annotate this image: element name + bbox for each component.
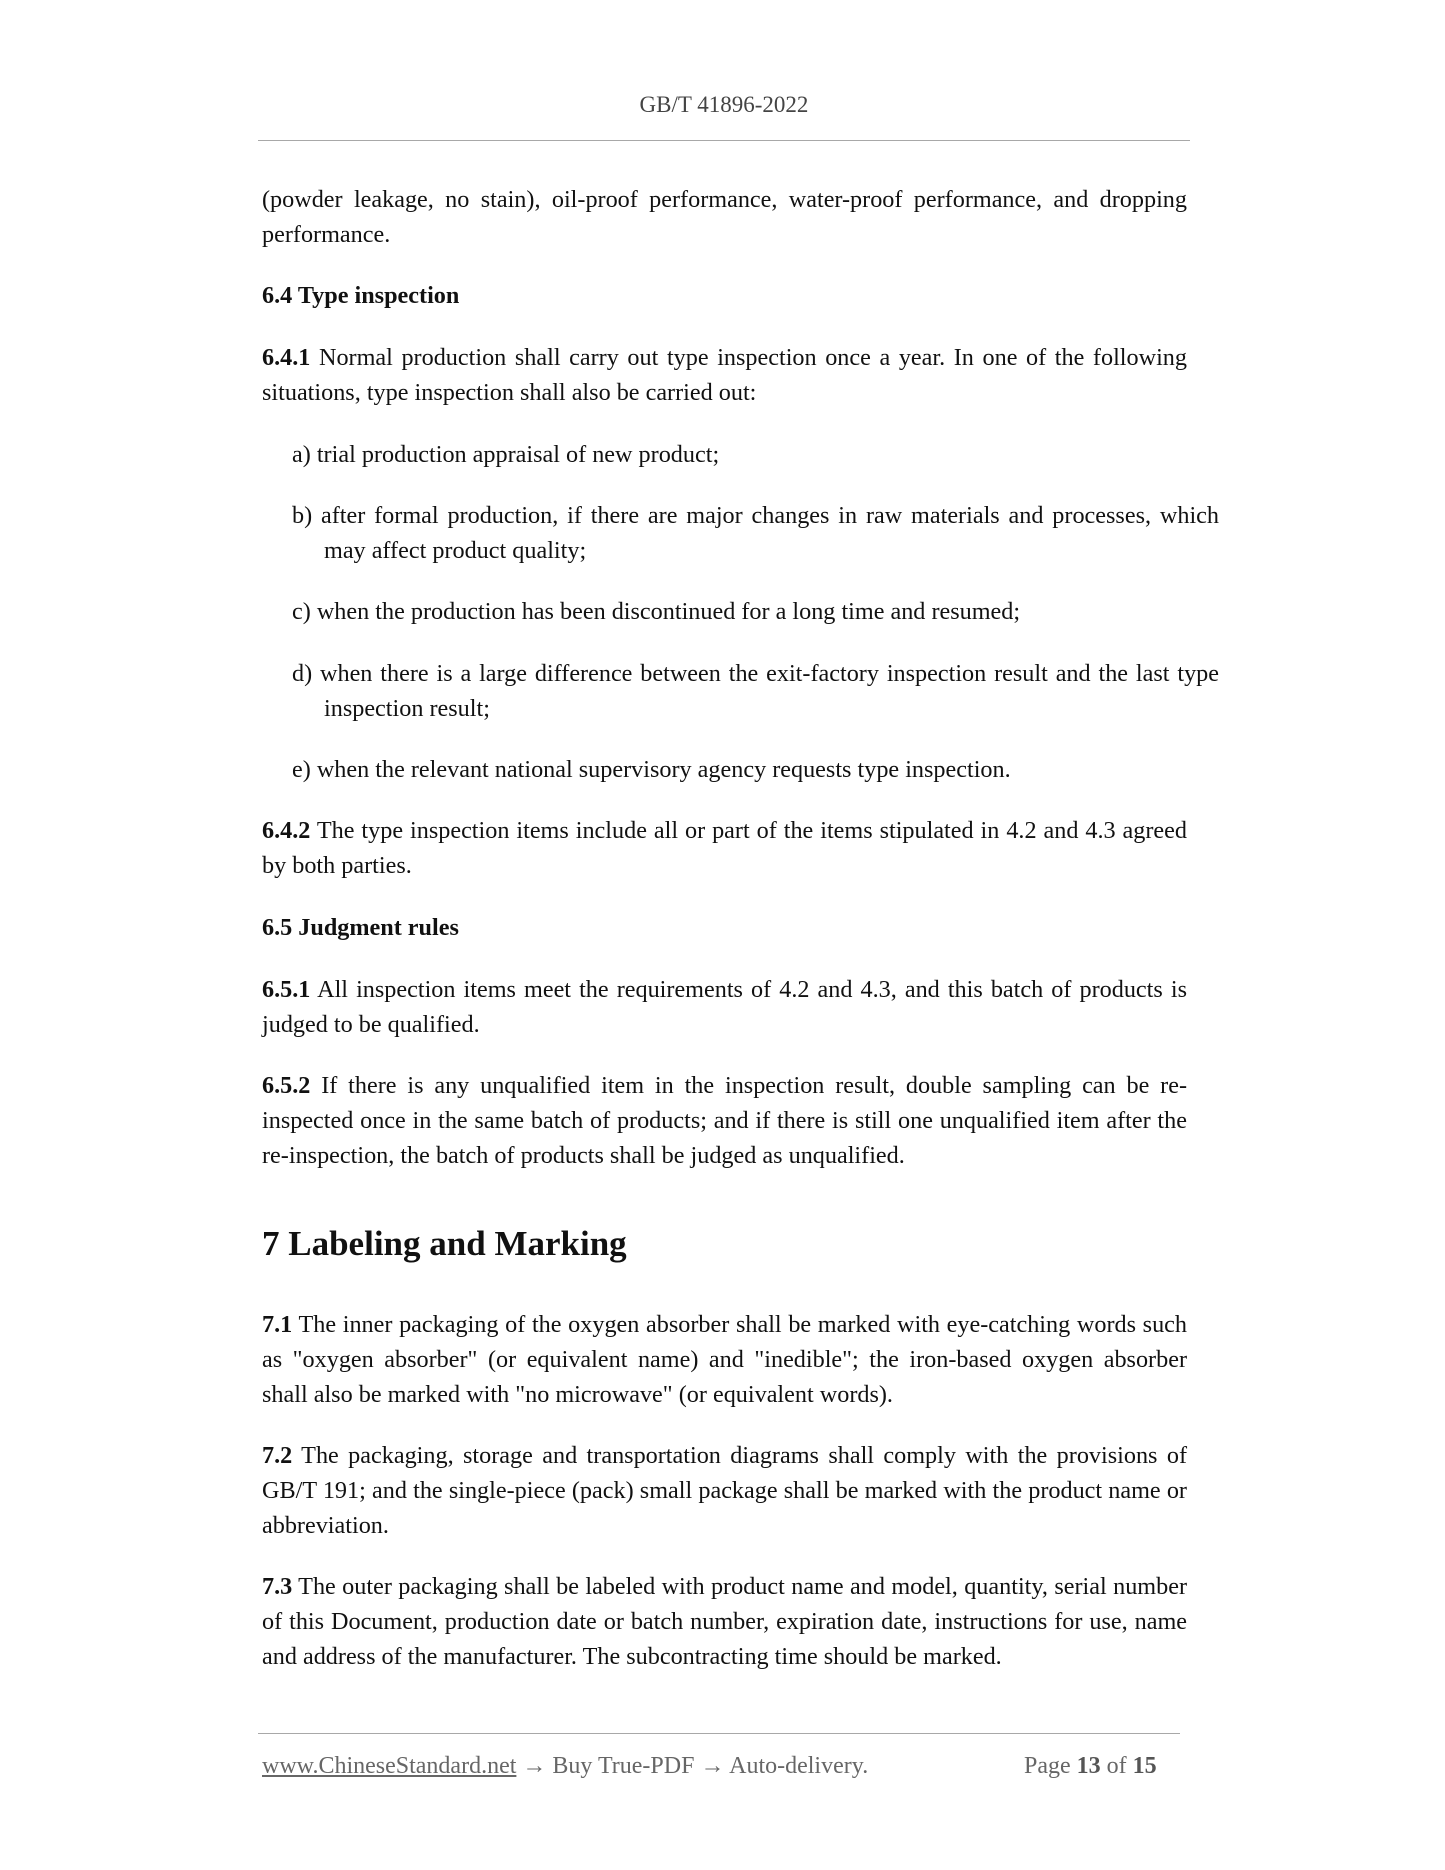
clause-6-5-1 — [262, 972, 1187, 1042]
clause-6-4-2 — [262, 813, 1187, 883]
clause-text: Normal production shall carry out type inspection once a year. In one of the following situations, type inspection shall also be carried out: — [262, 344, 1187, 406]
footer-divider — [258, 1733, 1180, 1734]
page-label: Page — [1024, 1753, 1077, 1779]
footer-promo — [262, 1750, 868, 1782]
clause-text: All inspection items meet the requirements of 4.2 and 4.3, and this batch of products is judged to be qualified. — [262, 976, 1187, 1038]
document-header: GB/T 41896-2022 — [639, 92, 809, 117]
intro-paragraph: (powder leakage, no stain), oil-proof performance, water-proof performance, and dropping performance. — [262, 186, 1187, 248]
clause-number: 6.5.2 — [262, 1072, 311, 1099]
clause-text: The inner packaging of the oxygen absorber shall be marked with eye-catching words such as "oxygen absorber" (or equivalent name) and "inedible"; the iron-based oxygen absorber shall also be marked with "no microwave" (or equivalent words). — [262, 1311, 1187, 1408]
current-page-number: 13 — [1076, 1753, 1101, 1779]
of-label: of — [1100, 1753, 1133, 1779]
clause-6-5-2 — [262, 1068, 1187, 1173]
list-item-c: c) when the production has been discontinued for a long time and resumed; — [292, 598, 1021, 625]
clause-number: 6.4.1 — [262, 344, 311, 371]
clause-number: 7.2 — [262, 1442, 293, 1469]
clause-text: If there is any unqualified item in the inspection result, double sampling can be re-inspected once in the same batch of products; and if there is still one unqualified item after the re-inspection, the batch of products shall be judged as unqualified. — [262, 1072, 1187, 1169]
footer-promo-text: → Buy True-PDF → Auto-delivery. — [516, 1753, 869, 1779]
clause-number: 6.4.2 — [262, 817, 311, 844]
clause-text: The packaging, storage and transportation diagrams shall comply with the provisions of GB/T 191; and the single-piece (pack) small package shall be marked with the product name or abbreviation. — [262, 1442, 1187, 1539]
clause-7-title: 7 Labeling and Marking — [262, 1224, 627, 1263]
list-item-d: d) when there is a large difference between the exit-factory inspection result and the last type inspection result; — [292, 660, 1219, 722]
list-item-e: e) when the relevant national supervisory agency requests type inspection. — [292, 756, 1011, 783]
clause-text: The type inspection items include all or part of the items stipulated in 4.2 and 4.3 agreed by both parties. — [262, 817, 1187, 879]
section-6-4-heading: 6.4 Type inspection — [262, 282, 460, 309]
clause-7-3 — [262, 1569, 1187, 1674]
clause-6-4-1 — [262, 340, 1187, 410]
page-indicator — [1024, 1750, 1157, 1782]
clause-7-2 — [262, 1438, 1187, 1543]
website-link[interactable]: www.ChineseStandard.net — [262, 1753, 517, 1779]
list-item-b: b) after formal production, if there are major changes in raw materials and processes, which may affect product quality; — [292, 502, 1219, 564]
header-divider — [258, 140, 1190, 141]
clause-7-1 — [262, 1307, 1187, 1412]
section-6-5-heading: 6.5 Judgment rules — [262, 914, 459, 941]
list-item-a: a) trial production appraisal of new product; — [292, 441, 720, 468]
clause-number: 7.1 — [262, 1311, 293, 1338]
clause-number: 7.3 — [262, 1573, 293, 1600]
clause-number: 6.5.1 — [262, 976, 311, 1003]
total-pages-number: 15 — [1132, 1753, 1157, 1779]
clause-text: The outer packaging shall be labeled with product name and model, quantity, serial number of this Document, production date or batch number, expiration date, instructions for use, name and address of the manufacturer. The subcontracting time should be marked. — [262, 1573, 1187, 1670]
